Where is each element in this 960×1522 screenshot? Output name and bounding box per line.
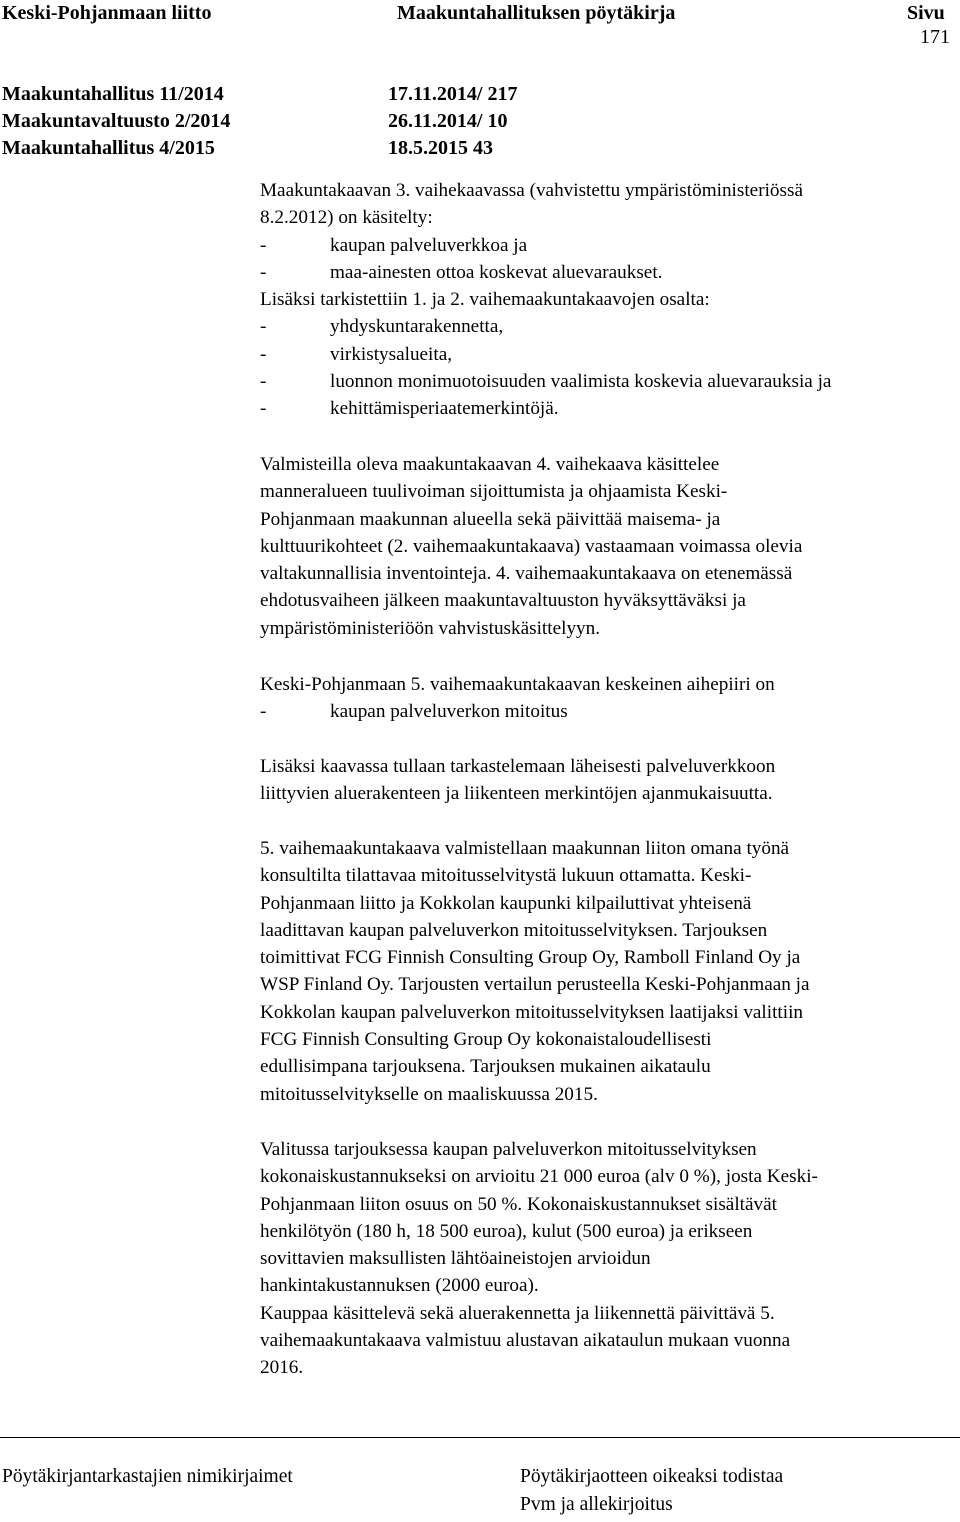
bullet-item: - virkistysalueita, <box>260 343 453 365</box>
document-type: Maakuntahallituksen pöytäkirja <box>397 2 676 24</box>
paragraph-line: WSP Finland Oy. Tarjousten vertailun perusteella Keski-Pohjanmaan ja <box>260 974 810 996</box>
footer-initials-label: Pöytäkirjantarkastajien nimikirjaimet <box>2 1466 293 1487</box>
paragraph-line: Valmisteilla oleva maakuntakaavan 4. vaihekaava käsittelee <box>260 454 720 475</box>
paragraph-line: edullisimpana tarjouksena. Tarjouksen mukainen aikataulu <box>260 1056 711 1078</box>
section-additional-review <box>260 753 960 808</box>
bullet-item: - kaupan palveluverkon mitoitus <box>260 701 568 723</box>
paragraph-line: henkilötyön (180 h, 18 500 euroa), kulut (500 euroa) ja erikseen <box>260 1220 753 1242</box>
bullet-item: - yhdyskuntarakennetta, <box>260 316 504 338</box>
paragraph-line: mitoitusselvitykselle on maaliskuussa 2015. <box>260 1083 598 1105</box>
meeting-reference: 17.11.2014/ 217 <box>388 83 518 105</box>
paragraph-line: konsultilta tilattavaa mitoitusselvitystä lukuun ottamatta. Keski- <box>260 865 752 887</box>
paragraph-line: sovittavien maksullisten lähtöaineistojen arvioidun <box>260 1248 651 1270</box>
footer-divider <box>0 1437 960 1438</box>
page-number: 171 <box>920 26 950 48</box>
meeting-body: Maakuntavaltuusto 2/2014 <box>2 110 231 132</box>
paragraph-line: ehdotusvaiheen jälkeen maakuntavaltuuston hyväksyttäväksi ja <box>260 590 746 612</box>
paragraph-line: laadittavan kaupan palveluverkon mitoitusselvityksen. Tarjouksen <box>260 919 768 941</box>
paragraph-line: FCG Finnish Consulting Group Oy kokonaistaloudellisesti <box>260 1029 712 1051</box>
paragraph-line: ympäristöministeriöön vahvistuskäsittelyyn. <box>260 617 601 639</box>
meeting-reference: 26.11.2014/ 10 <box>388 110 508 132</box>
meeting-body: Maakuntahallitus 4/2015 <box>2 137 215 159</box>
paragraph-line: kokonaiskustannukseksi on arvioitu 21 000 euroa (alv 0 %), josta Keski- <box>260 1166 818 1188</box>
section-phase-4 <box>260 451 960 642</box>
paragraph-line: hankintakustannuksen (2000 euroa). <box>260 1275 539 1297</box>
bullet-item: - maa-ainesten ottoa koskevat aluevaraukset. <box>260 261 663 283</box>
meeting-body: Maakuntahallitus 11/2014 <box>2 83 224 105</box>
paragraph-line: Maakuntakaavan 3. vaihekaavassa (vahvistettu ympäristöministeriössä <box>260 180 803 201</box>
paragraph-line: valtakunnallisia inventointeja. 4. vaihemaakuntakaava on etenemässä <box>260 563 793 585</box>
bullet-item: - kehittämisperiaatemerkintöjä. <box>260 398 559 420</box>
paragraph-line: Pohjanmaan liitto ja Kokkolan kaupunki kilpailuttivat yhteisenä <box>260 892 752 914</box>
paragraph-line: liittyvien aluerakenteen ja liikenteen merkintöjen ajanmukaisuutta. <box>260 783 773 805</box>
paragraph-line: Kokkolan kaupan palveluverkon mitoitusselvityksen laatijaksi valittiin <box>260 1001 804 1023</box>
page-label: Sivu <box>907 2 945 24</box>
paragraph-line: 8.2.2012) on käsitelty: <box>260 207 433 229</box>
section-consultant-selection <box>260 835 960 1108</box>
paragraph-line: Lisäksi kaavassa tullaan tarkastelemaan läheisesti palveluverkkoon <box>260 756 776 777</box>
paragraph-line: manneralueen tuulivoiman sijoittumista ja ohjaamista Keski- <box>260 481 728 503</box>
paragraph-line: vaihemaakuntakaava valmistuu alustavan aikataulun mukaan vuonna <box>260 1330 791 1352</box>
bullet-item: - kaupan palveluverkkoa ja <box>260 234 528 256</box>
paragraph-line: Lisäksi tarkistettiin 1. ja 2. vaihemaakuntakaavojen osalta: <box>260 289 710 311</box>
paragraph-line: Pohjanmaan maakunnan alueella sekä päivittää maisema- ja <box>260 508 721 530</box>
paragraph-line: Kauppaa käsittelevä sekä aluerakennetta ja liikennettä päivittävä 5. <box>260 1302 775 1324</box>
section-costs <box>260 1136 960 1382</box>
section-phase-5-topic <box>260 671 960 726</box>
bullet-item: - luonnon monimuotoisuuden vaalimista koskevia aluevarauksia ja <box>260 371 832 393</box>
paragraph-line: 5. vaihemaakuntakaava valmistellaan maakunnan liiton omana työnä <box>260 838 790 859</box>
section-previous-plans <box>260 177 960 423</box>
footer-date-signature-label: Pvm ja allekirjoitus <box>520 1494 673 1515</box>
footer-certification-label: Pöytäkirjaotteen oikeaksi todistaa <box>520 1466 784 1487</box>
organization-name: Keski-Pohjanmaan liitto <box>2 2 212 24</box>
paragraph-line: toimittivat FCG Finnish Consulting Group Oy, Ramboll Finland Oy ja <box>260 947 801 969</box>
paragraph-line: 2016. <box>260 1357 304 1379</box>
meeting-reference: 18.5.2015 43 <box>388 137 493 159</box>
paragraph-line: Valitussa tarjouksessa kaupan palveluverkon mitoitusselvityksen <box>260 1139 757 1160</box>
paragraph-line: Pohjanmaan liiton osuus on 50 %. Kokonaiskustannukset sisältävät <box>260 1193 777 1215</box>
paragraph-line: kulttuurikohteet (2. vaihemaakuntakaava) vastaamaan voimassa olevia <box>260 535 803 557</box>
paragraph-line: Keski-Pohjanmaan 5. vaihemaakuntakaavan keskeinen aihepiiri on <box>260 674 775 695</box>
